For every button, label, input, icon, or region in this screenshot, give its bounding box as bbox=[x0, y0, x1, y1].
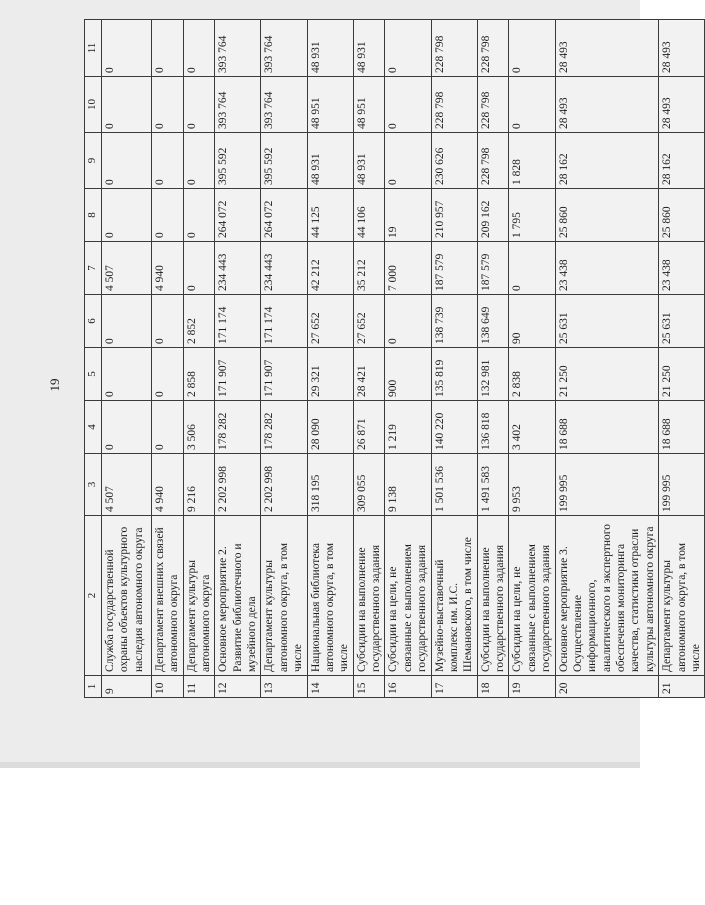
page-number: 19 bbox=[47, 378, 62, 392]
table-row bbox=[555, 20, 659, 698]
value-cell: 230 626 bbox=[431, 133, 477, 189]
value-cell: 199 995 bbox=[555, 454, 659, 516]
value-cell: 1 491 583 bbox=[477, 454, 509, 516]
table-row bbox=[151, 20, 183, 698]
value-cell: 0 bbox=[183, 20, 215, 77]
value-cell: 21 250 bbox=[555, 348, 659, 401]
row-number: 9 bbox=[101, 676, 151, 698]
value-cell: 28 090 bbox=[307, 401, 353, 454]
value-cell: 23 438 bbox=[555, 242, 659, 295]
table-row bbox=[431, 20, 477, 698]
value-cell: 138 649 bbox=[477, 295, 509, 348]
value-cell: 318 195 bbox=[307, 454, 353, 516]
value-cell: 2 852 bbox=[183, 295, 215, 348]
value-cell: 0 bbox=[151, 77, 183, 133]
value-cell: 171 174 bbox=[261, 295, 307, 348]
value-cell: 7 000 bbox=[385, 242, 431, 295]
row-name: Основное мероприятие 3. Осуществление информационного, аналитического и экспертного обеспечения мониторинга качества, статистики отрасли культуры автономного округа bbox=[555, 516, 659, 676]
value-cell: 21 250 bbox=[659, 348, 705, 401]
column-header: 3 bbox=[85, 454, 102, 516]
value-cell: 209 162 bbox=[477, 189, 509, 242]
row-number: 19 bbox=[509, 676, 555, 698]
value-cell: 900 bbox=[385, 348, 431, 401]
row-number: 17 bbox=[431, 676, 477, 698]
value-cell: 228 798 bbox=[431, 20, 477, 77]
budget-table bbox=[84, 19, 705, 698]
value-cell: 9 953 bbox=[509, 454, 555, 516]
column-header: 10 bbox=[85, 77, 102, 133]
row-name: Субсидии на выполнение государственного задания bbox=[477, 516, 509, 676]
value-cell: 393 764 bbox=[215, 77, 261, 133]
value-cell: 264 072 bbox=[215, 189, 261, 242]
value-cell: 228 798 bbox=[477, 20, 509, 77]
value-cell: 0 bbox=[385, 20, 431, 77]
value-cell: 228 798 bbox=[431, 77, 477, 133]
value-cell: 136 818 bbox=[477, 401, 509, 454]
table-row bbox=[261, 20, 307, 698]
row-name: Департамент внешних связей автономного округа bbox=[151, 516, 183, 676]
column-header: 5 bbox=[85, 348, 102, 401]
column-header: 11 bbox=[85, 20, 102, 77]
value-cell: 0 bbox=[151, 20, 183, 77]
row-name: Субсидии на цели, не связанные с выполнением государственного задания bbox=[385, 516, 431, 676]
row-name: Департамент культуры автономного округа, в том числе bbox=[261, 516, 307, 676]
table-body bbox=[101, 20, 705, 698]
value-cell: 48 951 bbox=[353, 77, 385, 133]
value-cell: 48 931 bbox=[307, 133, 353, 189]
value-cell: 1 501 536 bbox=[431, 454, 477, 516]
value-cell: 0 bbox=[183, 189, 215, 242]
value-cell: 28 493 bbox=[555, 20, 659, 77]
row-name: Служба государственной охраны объектов культурного наследия автономного округа bbox=[101, 516, 151, 676]
value-cell: 9 216 bbox=[183, 454, 215, 516]
value-cell: 28 493 bbox=[659, 77, 705, 133]
value-cell: 309 055 bbox=[353, 454, 385, 516]
value-cell: 0 bbox=[509, 242, 555, 295]
value-cell: 0 bbox=[151, 295, 183, 348]
row-name: Субсидии на цели, не связанные с выполнением государственного задания bbox=[509, 516, 555, 676]
value-cell: 132 981 bbox=[477, 348, 509, 401]
value-cell: 395 592 bbox=[261, 133, 307, 189]
table-row bbox=[659, 20, 705, 698]
value-cell: 4 507 bbox=[101, 454, 151, 516]
value-cell: 1 795 bbox=[509, 189, 555, 242]
value-cell: 26 871 bbox=[353, 401, 385, 454]
value-cell: 171 907 bbox=[261, 348, 307, 401]
value-cell: 187 579 bbox=[477, 242, 509, 295]
value-cell: 27 652 bbox=[353, 295, 385, 348]
value-cell: 0 bbox=[151, 133, 183, 189]
row-number: 20 bbox=[555, 676, 659, 698]
table-row bbox=[477, 20, 509, 698]
value-cell: 4 940 bbox=[151, 242, 183, 295]
value-cell: 4 940 bbox=[151, 454, 183, 516]
value-cell: 234 443 bbox=[261, 242, 307, 295]
value-cell: 2 202 998 bbox=[261, 454, 307, 516]
row-number: 15 bbox=[353, 676, 385, 698]
value-cell: 25 631 bbox=[659, 295, 705, 348]
row-number: 14 bbox=[307, 676, 353, 698]
value-cell: 27 652 bbox=[307, 295, 353, 348]
value-cell: 28 493 bbox=[555, 77, 659, 133]
value-cell: 210 957 bbox=[431, 189, 477, 242]
value-cell: 1 219 bbox=[385, 401, 431, 454]
table-row bbox=[307, 20, 353, 698]
value-cell: 44 106 bbox=[353, 189, 385, 242]
value-cell: 28 162 bbox=[659, 133, 705, 189]
value-cell: 0 bbox=[183, 242, 215, 295]
value-cell: 393 764 bbox=[261, 77, 307, 133]
value-cell: 48 931 bbox=[307, 20, 353, 77]
value-cell: 228 798 bbox=[477, 133, 509, 189]
column-header: 1 bbox=[85, 676, 102, 698]
row-number: 13 bbox=[261, 676, 307, 698]
scan-edge bbox=[0, 762, 640, 768]
value-cell: 3 506 bbox=[183, 401, 215, 454]
value-cell: 140 220 bbox=[431, 401, 477, 454]
rotated-table-container bbox=[84, 20, 702, 698]
table-row bbox=[353, 20, 385, 698]
value-cell: 25 631 bbox=[555, 295, 659, 348]
value-cell: 28 493 bbox=[659, 20, 705, 77]
value-cell: 178 282 bbox=[261, 401, 307, 454]
value-cell: 0 bbox=[509, 77, 555, 133]
row-number: 12 bbox=[215, 676, 261, 698]
value-cell: 35 212 bbox=[353, 242, 385, 295]
row-number: 21 bbox=[659, 676, 705, 698]
table-row bbox=[385, 20, 431, 698]
value-cell: 23 438 bbox=[659, 242, 705, 295]
value-cell: 29 321 bbox=[307, 348, 353, 401]
value-cell: 0 bbox=[101, 401, 151, 454]
value-cell: 1 828 bbox=[509, 133, 555, 189]
value-cell: 0 bbox=[183, 133, 215, 189]
value-cell: 25 860 bbox=[659, 189, 705, 242]
column-header: 9 bbox=[85, 133, 102, 189]
value-cell: 0 bbox=[101, 133, 151, 189]
value-cell: 178 282 bbox=[215, 401, 261, 454]
value-cell: 393 764 bbox=[261, 20, 307, 77]
value-cell: 19 bbox=[385, 189, 431, 242]
value-cell: 2 838 bbox=[509, 348, 555, 401]
column-header: 8 bbox=[85, 189, 102, 242]
value-cell: 264 072 bbox=[261, 189, 307, 242]
value-cell: 171 907 bbox=[215, 348, 261, 401]
column-header: 2 bbox=[85, 516, 102, 676]
row-number: 18 bbox=[477, 676, 509, 698]
value-cell: 18 688 bbox=[555, 401, 659, 454]
value-cell: 0 bbox=[183, 77, 215, 133]
row-name: Музейно-выставочный комплекс им. И.С. Шемановского, в том числе bbox=[431, 516, 477, 676]
column-header: 6 bbox=[85, 295, 102, 348]
value-cell: 234 443 bbox=[215, 242, 261, 295]
value-cell: 228 798 bbox=[477, 77, 509, 133]
row-name: Департамент культуры автономного округа bbox=[183, 516, 215, 676]
table-row bbox=[215, 20, 261, 698]
value-cell: 199 995 bbox=[659, 454, 705, 516]
value-cell: 48 951 bbox=[307, 77, 353, 133]
value-cell: 0 bbox=[101, 348, 151, 401]
value-cell: 0 bbox=[101, 20, 151, 77]
value-cell: 9 138 bbox=[385, 454, 431, 516]
value-cell: 0 bbox=[385, 133, 431, 189]
row-name: Основное мероприятие 2. Развитие библиотечного и музейного дела bbox=[215, 516, 261, 676]
value-cell: 0 bbox=[101, 77, 151, 133]
column-header: 4 bbox=[85, 401, 102, 454]
row-number: 16 bbox=[385, 676, 431, 698]
row-name: Департамент культуры автономного округа, в том числе bbox=[659, 516, 705, 676]
value-cell: 0 bbox=[151, 401, 183, 454]
value-cell: 48 931 bbox=[353, 20, 385, 77]
value-cell: 4 507 bbox=[101, 242, 151, 295]
value-cell: 187 579 bbox=[431, 242, 477, 295]
value-cell: 0 bbox=[385, 295, 431, 348]
value-cell: 48 931 bbox=[353, 133, 385, 189]
value-cell: 135 819 bbox=[431, 348, 477, 401]
value-cell: 2 202 998 bbox=[215, 454, 261, 516]
value-cell: 2 858 bbox=[183, 348, 215, 401]
value-cell: 0 bbox=[151, 348, 183, 401]
value-cell: 44 125 bbox=[307, 189, 353, 242]
value-cell: 3 402 bbox=[509, 401, 555, 454]
value-cell: 90 bbox=[509, 295, 555, 348]
column-header: 7 bbox=[85, 242, 102, 295]
value-cell: 28 421 bbox=[353, 348, 385, 401]
value-cell: 171 174 bbox=[215, 295, 261, 348]
value-cell: 28 162 bbox=[555, 133, 659, 189]
table-row bbox=[509, 20, 555, 698]
table-row bbox=[183, 20, 215, 698]
value-cell: 0 bbox=[509, 20, 555, 77]
value-cell: 395 592 bbox=[215, 133, 261, 189]
row-name: Субсидии на выполнение государственного задания bbox=[353, 516, 385, 676]
value-cell: 0 bbox=[151, 189, 183, 242]
value-cell: 0 bbox=[101, 189, 151, 242]
row-name: Национальная библиотека автономного округа, в том числе bbox=[307, 516, 353, 676]
value-cell: 393 764 bbox=[215, 20, 261, 77]
value-cell: 0 bbox=[101, 295, 151, 348]
value-cell: 138 739 bbox=[431, 295, 477, 348]
value-cell: 0 bbox=[385, 77, 431, 133]
table-row bbox=[101, 20, 151, 698]
value-cell: 18 688 bbox=[659, 401, 705, 454]
header-row bbox=[85, 20, 102, 698]
value-cell: 25 860 bbox=[555, 189, 659, 242]
row-number: 10 bbox=[151, 676, 183, 698]
value-cell: 42 212 bbox=[307, 242, 353, 295]
row-number: 11 bbox=[183, 676, 215, 698]
